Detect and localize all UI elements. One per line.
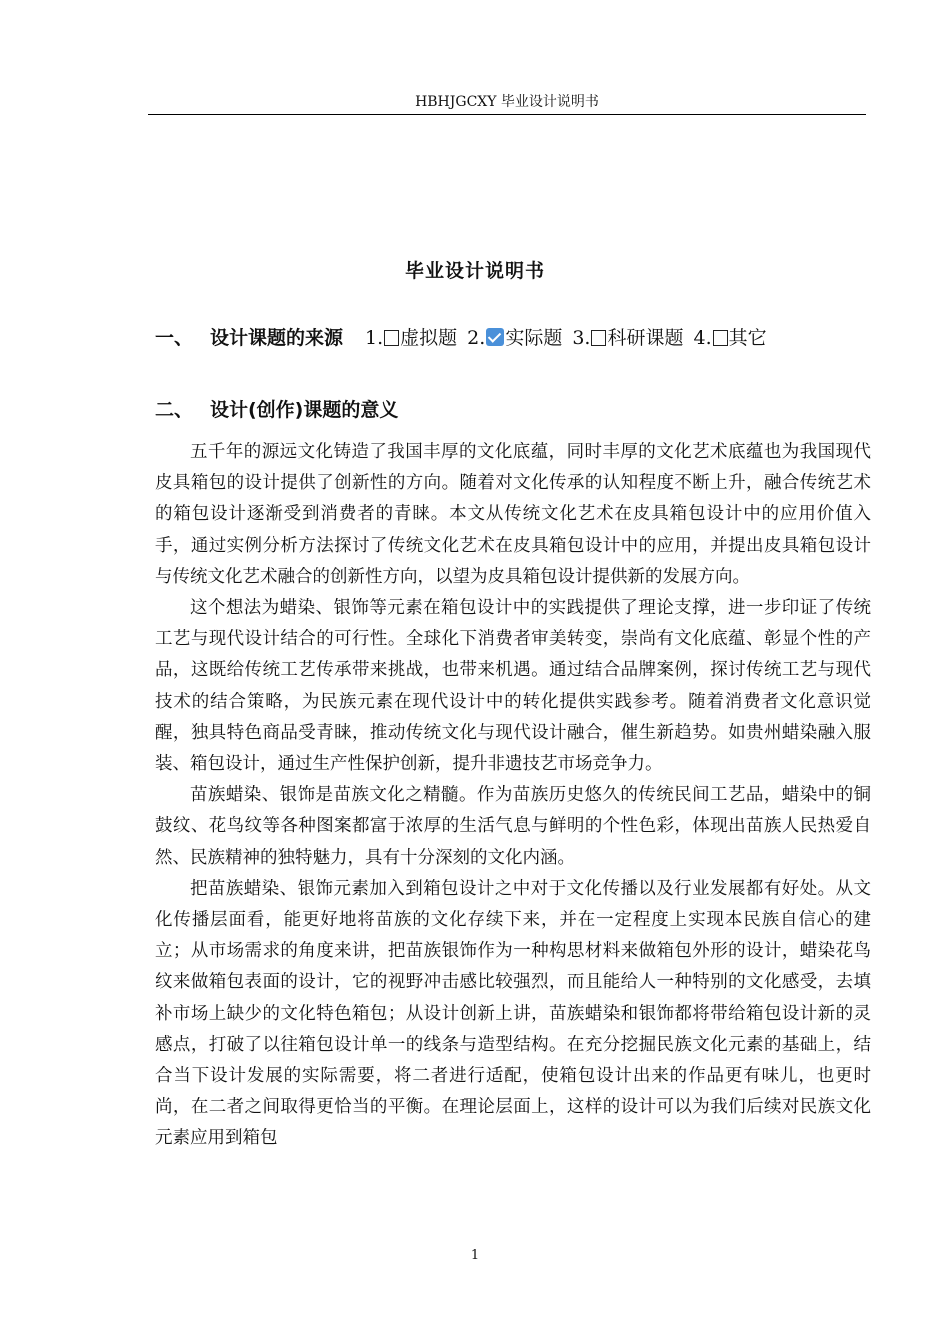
checked-box-icon[interactable] (486, 328, 504, 346)
option-actual[interactable] (467, 327, 562, 349)
page-header: HBHJGCXY 毕业设计说明书 (148, 92, 866, 115)
paragraph: 把苗族蜡染、银饰元素加入到箱包设计之中对于文化传播以及行业发展都有好处。从文化传播层面看，能更好地将苗族的文化存续下来，并在一定程度上实现本民族自信心的建立；从市场需求的角度来讲，把苗族银饰作为一种构思材料来做箱包外形的设计，蜡染花鸟纹来做箱包表面的设计，它的视野冲击感比较强烈，而且能给人一种特别的文化感受，去填补市场上缺少的文化特色箱包；从设计创新上讲，苗族蜡染和银饰都将带给箱包设计新的灵感点，打破了以往箱包设计单一的线条与造型结构。在充分挖掘民族文化元素的基础上，结合当下设计发展的实际需要，将二者进行适配，使箱包设计出来的作品更有味儿，也更时尚，在二者之间取得更恰当的平衡。在理论层面上，这样的设计可以为我们后续对民族文化元素应用到箱包 (155, 878, 871, 1149)
option-1-label: 虚拟题 (400, 327, 458, 349)
unchecked-box-icon[interactable] (591, 330, 606, 346)
option-other[interactable] (693, 327, 766, 349)
paragraph: 这个想法为蜡染、银饰等元素在箱包设计中的实践提供了理论支撑，进一步印证了传统工艺与现代设计结合的可行性。全球化下消费者审美转变，崇尚有文化底蕴、彰显个性的产品，这既给传统工艺传承带来挑战，也带来机遇。通过结合品牌案例，探讨传统工艺与现代技术的结合策略，为民族元素在现代设计中的转化提供实践参考。随着消费者文化意识觉醒，独具特色商品受青睐，推动传统文化与现代设计融合，催生新趋势。如贵州蜡染融入服装、箱包设计，通过生产性保护创新，提升非遗技艺市场竞争力。 (155, 598, 871, 775)
option-research[interactable] (572, 327, 683, 349)
unchecked-box-icon[interactable] (384, 330, 399, 346)
section-1-source (155, 324, 875, 352)
section-2-heading (155, 396, 420, 424)
section-2-body (155, 437, 871, 1155)
option-4-prefix: 4. (693, 327, 712, 349)
document-title: 毕业设计说明书 (404, 260, 545, 282)
option-1-prefix: 1. (365, 327, 384, 349)
unchecked-box-icon[interactable] (713, 330, 728, 346)
section-1-title: 设计课题的来源 (210, 327, 344, 349)
paragraph: 苗族蜡染、银饰是苗族文化之精髓。作为苗族历史悠久的传统民间工艺品，蜡染中的铜鼓纹、花鸟纹等各种图案都富于浓厚的生活气息与鲜明的个性色彩，体现出苗族人民热爱自然、民族精神的独特魅力，具有十分深刻的文化内涵。 (155, 785, 871, 868)
paragraph: 五千年的源远文化铸造了我国丰厚的文化底蕴，同时丰厚的文化艺术底蕴也为我国现代皮具箱包的设计提供了创新性的方向。随着对文化传承的认知程度不断上升，融合传统艺术的箱包设计逐渐受到消费者的青睐。本文从传统文化艺术在皮具箱包设计中的应用价值入手，通过实例分析方法探讨了传统文化艺术在皮具箱包设计中的应用，并提出皮具箱包设计与传统文化艺术融合的创新性方向，以望为皮具箱包设计提供新的发展方向。 (155, 442, 871, 587)
option-virtual[interactable] (365, 327, 457, 349)
section-2-title: 设计(创作)课题的意义 (210, 399, 399, 421)
option-3-label: 科研课题 (607, 327, 684, 349)
page-number: 1 (470, 1248, 480, 1263)
option-3-prefix: 3. (572, 327, 591, 349)
section-2-number: 二、 (155, 399, 194, 421)
section-1-number: 一、 (155, 327, 194, 349)
option-2-prefix: 2. (467, 327, 486, 349)
option-4-label: 其它 (728, 327, 767, 349)
option-2-label: 实际题 (505, 327, 563, 349)
